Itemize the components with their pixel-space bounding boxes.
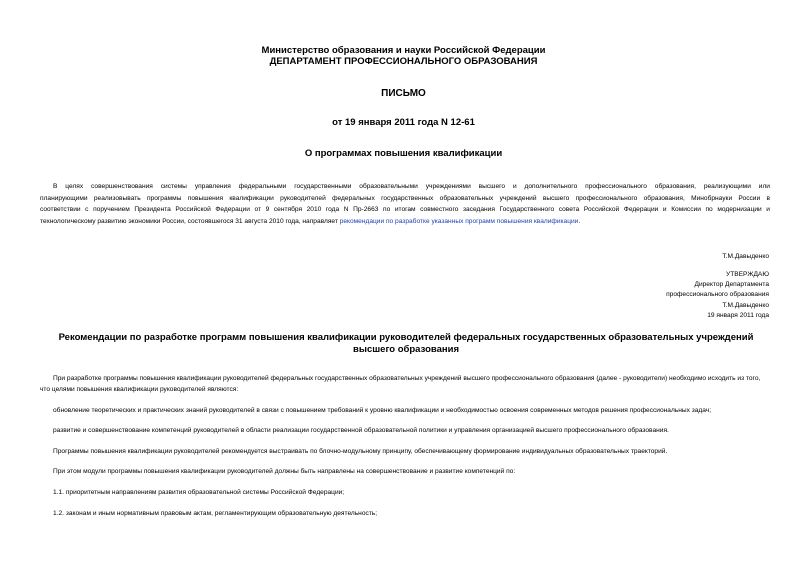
signature-name: Т.М.Давыденко [722, 253, 769, 260]
recommendation-paragraph: При этом модули программы повышения квалификации руководителей должны быть направлены на совершенствование и развитие компетенций по: [53, 468, 516, 475]
recommendations-title: Рекомендации по разработке программ повышения квалификации руководителей федеральных государственных образовательных учреждений высшего образования [58, 332, 754, 355]
document-type: ПИСЬМО [381, 88, 426, 99]
recommendation-paragraph: обновление теоретических и практических знаний руководителей в связи с повышением требований к уровню квалификации и необходимостью освоения современных методов решения профессиональных задач; [53, 407, 712, 414]
approval-block [666, 270, 769, 321]
recommendation-paragraph: Программы повышения квалификации руководителей рекомендуется выстраивать по блочно-модульному принципу, обеспечивающему формирование индивидуальных образовательных траекторий. [53, 448, 668, 455]
recommendation-paragraph: 1.1. приоритетным направлениям развития образовательной системы Российской Федерации; [53, 489, 345, 496]
approval-position-1: Директор Департамента [694, 281, 769, 289]
document-subject: О программах повышения квалификации [304, 148, 503, 159]
document-date-number: от 19 января 2011 года N 12-61 [332, 117, 475, 128]
recommendations-link[interactable]: рекомендации по разработке указанных программ повышения квалификации [339, 217, 579, 225]
recommendation-paragraph: При разработке программы повышения квалификации руководителей федеральных государственных образовательных учреждений высшего профессионального образования (далее - руководители) необходимо исходить из того, что целями повышения квалификации руководителей являются: [40, 375, 761, 393]
recommendation-paragraph: 1.2. законам и иным нормативным правовым актам, регламентирующим образовательную деятельность; [53, 510, 378, 517]
intro-line: технологическому развитию экономики России, состоявшегося 31 августа 2010 года, направляет рекомендации по разработке указанных программ повышения квалификации. [40, 217, 581, 225]
recommendation-paragraph: развитие и совершенствование компетенций руководителей в области реализации государственной образовательной политики и управления организацией высшего профессионального образования. [53, 427, 669, 434]
intro-line: В целях совершенствования системы управления федеральными государственными образовательными учреждениями высшего и дополнительного профессионального образования, реализующими или [53, 183, 770, 190]
intro-line: соответствии с поручением Президента Российской Федерации от 9 сентября 2010 года N Пр-2663 по итогам совместного заседания Государственного совета Российской Федерации и Комиссии по модернизации и [40, 206, 770, 214]
approval-name: Т.М.Давыденко [722, 301, 769, 309]
department-name: ДЕПАРТАМЕНТ ПРОФЕССИОНАЛЬНОГО ОБРАЗОВАНИЯ [269, 56, 538, 67]
intro-line: планирующими реализовывать программы повышения квалификации руководителей федеральных государственных образовательных учреждений высшего профессионального образования, Минобрнауки России в [40, 194, 770, 202]
approval-word: УТВЕРЖДАЮ [726, 271, 769, 278]
approval-position-2: профессионального образования [666, 291, 769, 299]
intro-paragraph [40, 181, 770, 227]
approval-date: 19 января 2011 года [707, 311, 769, 319]
ministry-name: Министерство образования и науки Российской Федерации [261, 45, 546, 56]
